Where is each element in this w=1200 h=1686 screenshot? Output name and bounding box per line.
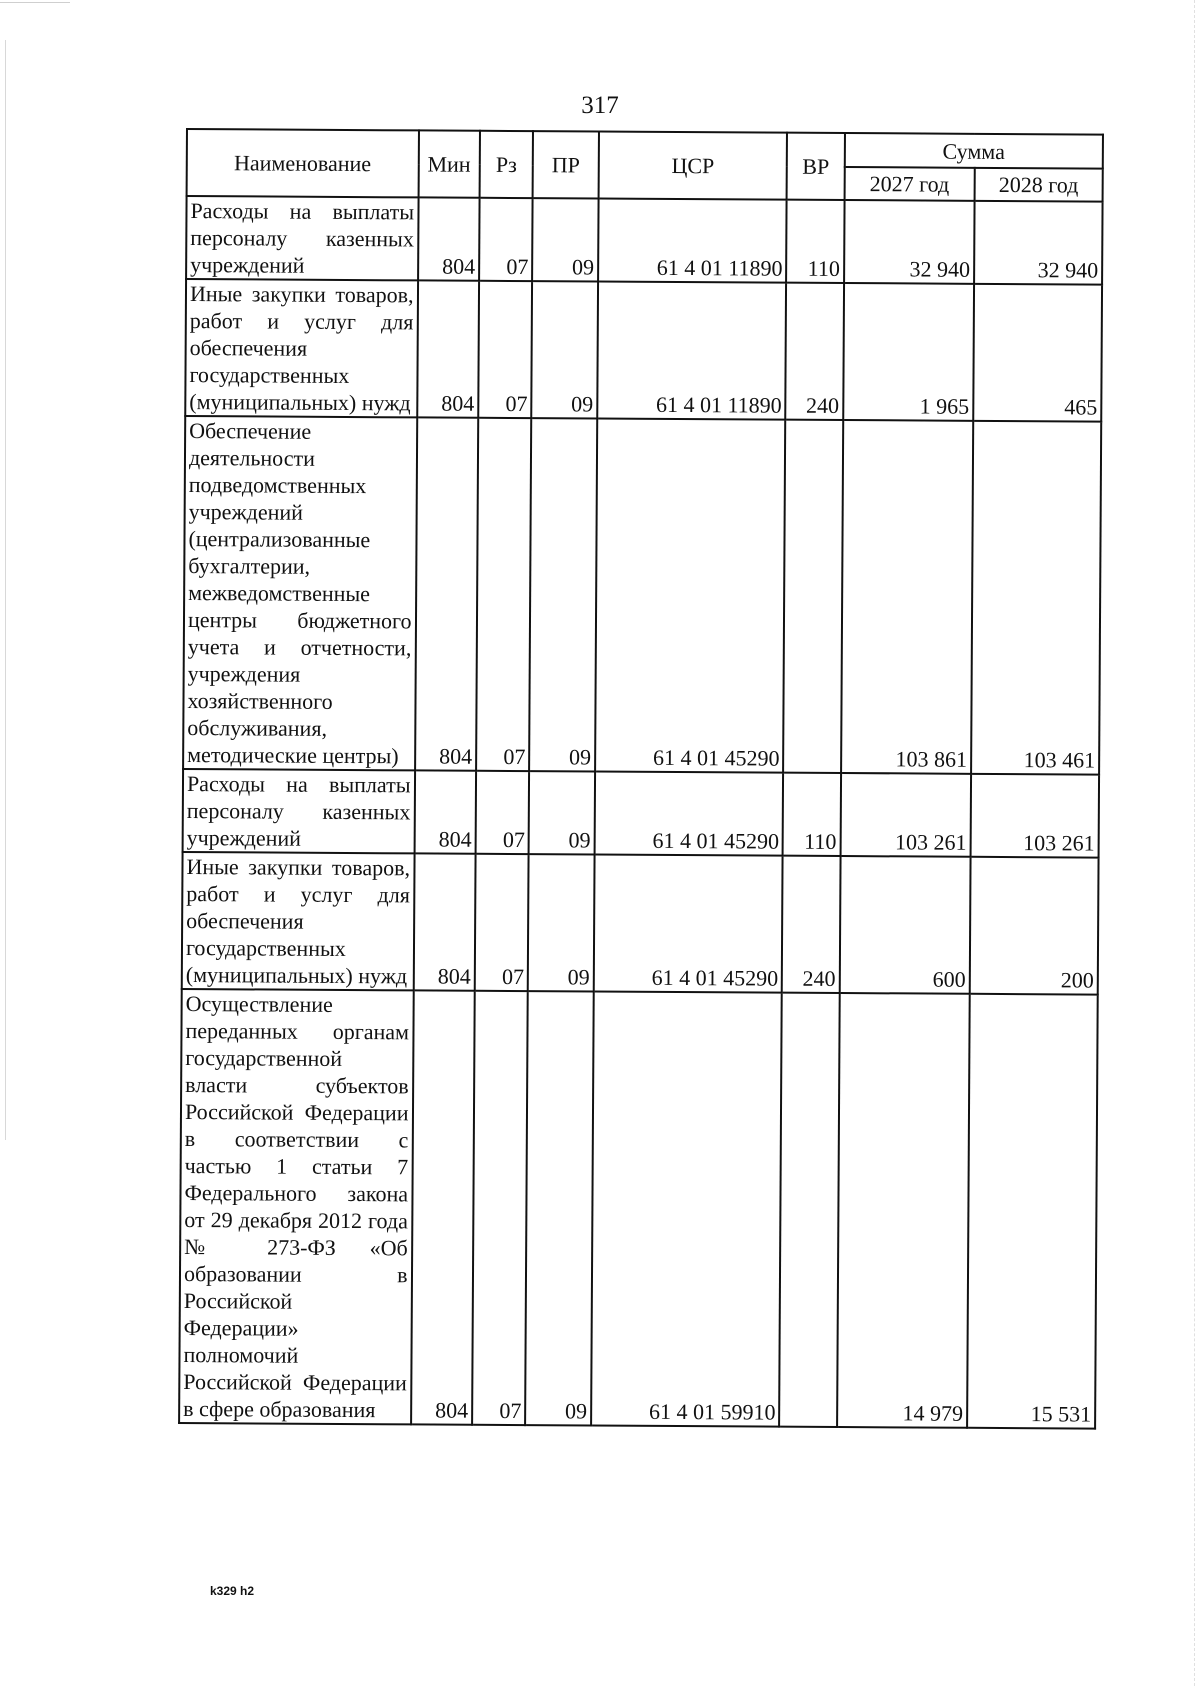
row-amount-2028: 103 261 [970,774,1099,858]
row-vr [783,420,843,773]
header-year-2027: 2027 год [844,167,974,201]
row-name: Расходы на выплаты персоналу казенных учреждений [183,769,415,853]
row-pr: 09 [525,991,593,1425]
row-csr: 61 4 01 45290 [595,419,786,773]
table-row [183,769,1099,858]
scan-edge [5,40,6,1140]
row-name: Иные закупки товаров, работ и услуг для обеспечения государственных (муниципальных) нужд [182,852,414,990]
header-rz: Рз [480,131,534,198]
scan-edge [1194,0,1195,1686]
row-amount-2027: 1 965 [843,283,974,421]
row-min: 804 [417,280,479,417]
row-rz: 07 [472,991,528,1425]
row-amount-2027: 32 940 [844,200,975,284]
row-csr: 61 4 01 45290 [594,855,783,993]
row-amount-2028: 32 940 [974,201,1103,285]
table-row [179,989,1098,1429]
row-amount-2027: 103 861 [841,420,973,774]
row-rz: 07 [476,771,530,854]
row-amount-2027: 600 [839,856,970,994]
row-rz: 07 [476,418,531,771]
footer-code: k329 h2 [210,1584,255,1598]
row-amount-2028: 465 [973,284,1102,422]
row-pr: 09 [532,281,598,418]
row-vr [779,993,839,1427]
header-sum: Сумма [845,133,1103,169]
row-pr: 09 [532,198,598,281]
row-name: Расходы на выплаты персоналу казенных учреждений [186,196,418,280]
budget-table [178,128,1104,1430]
row-amount-2027: 103 261 [840,773,971,857]
row-csr: 61 4 01 45290 [594,772,783,856]
row-name: Обеспечение деятельности подведомственных учреждений (централизованные бухгалтерии, межведомственные центры бюджетного учета и отчетности, учреждения хозяйственного обслуживания, методические центры) [183,416,417,770]
row-csr: 61 4 01 59910 [591,992,782,1427]
row-name: Осуществление переданных органам государственной власти субъектов Российской Федерации в соответствии с частью 1 статьи 7 Федерального закона от 29 декабря 2012 года № 273-ФЗ «Об образовании в Российской Федерации» полномочий Российской Федерации в сфере образования [179,989,413,1424]
row-min: 804 [418,197,480,280]
row-rz: 07 [478,281,532,418]
table-row [182,852,1099,995]
header-year-2028: 2028 год [974,168,1102,202]
row-vr: 110 [786,200,844,283]
header-csr: ЦСР [598,132,787,200]
row-min: 804 [411,990,475,1424]
row-amount-2027: 14 979 [837,993,970,1428]
table-row [185,279,1102,422]
header-vr: ВР [787,133,845,200]
row-amount-2028: 103 461 [971,421,1101,775]
row-vr: 240 [786,283,844,420]
row-amount-2028: 15 531 [967,994,1098,1429]
row-pr: 09 [529,418,597,771]
table-row [186,196,1102,285]
row-csr: 61 4 01 11890 [598,199,787,283]
table-row [183,416,1101,775]
row-vr: 110 [783,773,841,856]
header-min: Мин [418,130,480,197]
row-min: 804 [413,853,475,990]
row-min: 804 [414,770,476,853]
header-name: Наименование [187,129,419,197]
row-vr: 240 [782,856,840,993]
row-amount-2028: 200 [970,857,1099,995]
row-pr: 09 [528,854,594,991]
row-rz: 07 [475,854,529,991]
row-csr: 61 4 01 11890 [597,282,786,420]
row-min: 804 [415,417,479,770]
header-pr: ПР [533,131,599,198]
row-name: Иные закупки товаров, работ и услуг для обеспечения государственных (муниципальных) нужд [185,279,417,417]
row-pr: 09 [529,771,595,854]
scan-edge [0,2,70,3]
page-number: 317 [581,92,619,119]
row-rz: 07 [479,198,533,281]
